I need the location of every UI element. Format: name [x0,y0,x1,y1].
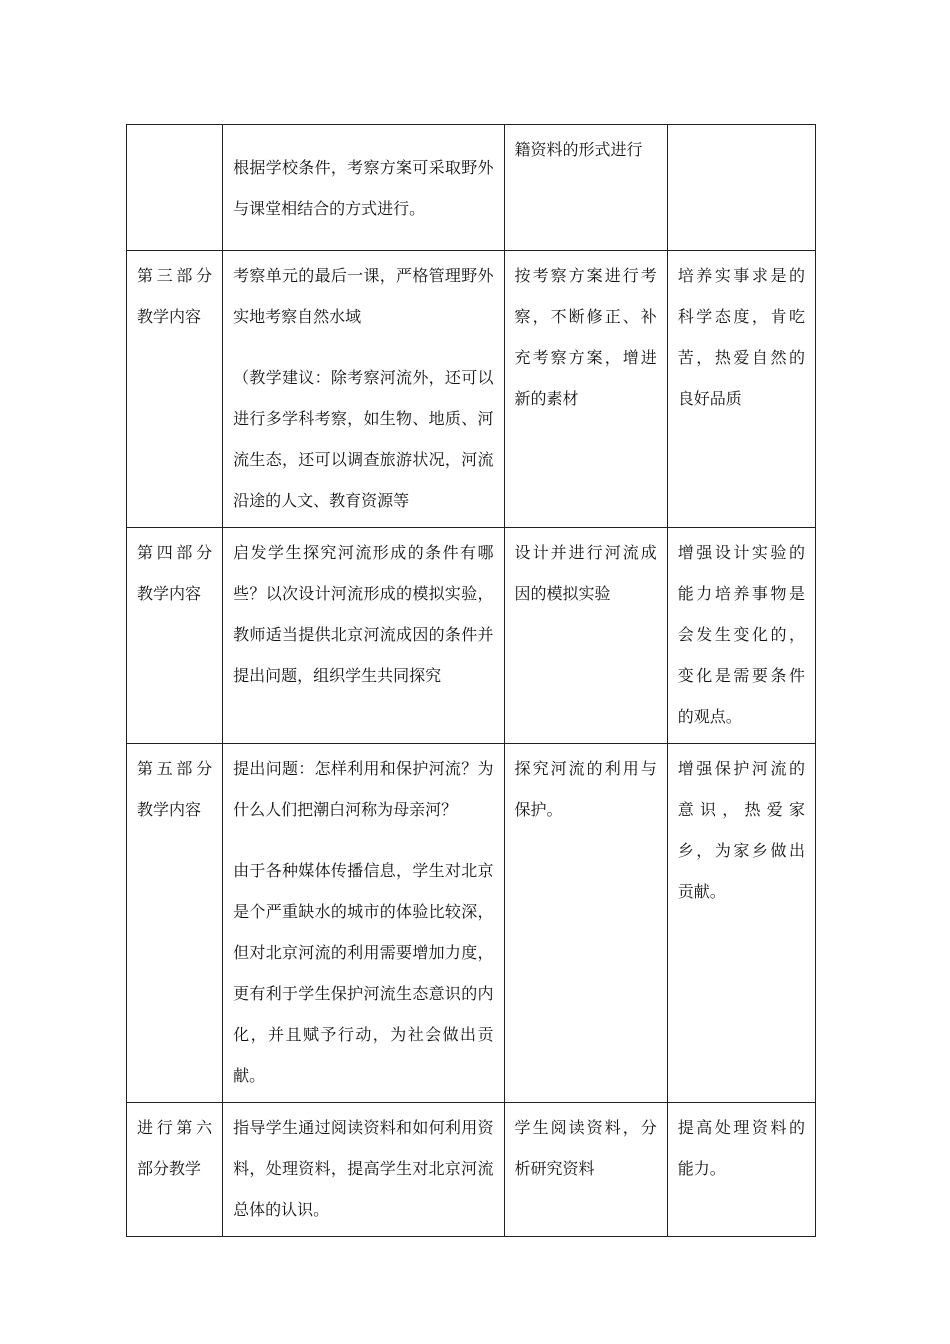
table-row [127,125,816,251]
content-paragraph: 指导学生通过阅读资料和如何利用资料，处理资料，提高学生对北京河流总体的认识。 [233,1118,494,1219]
goal-cell [667,125,815,251]
section-cell [127,125,223,251]
activity-cell: 按考察方案进行考察，不断修正、补充考察方案，增进新的素材 [504,251,667,528]
activity-cell: 学生阅读资料，分析研究资料 [504,1103,667,1237]
goal-cell: 培养实事求是的科学态度，肯吃苦，热爱自然的良好品质 [667,251,815,528]
content-cell [223,1103,504,1237]
content-cell [223,251,504,528]
section-cell: 第三部分教学内容 [127,251,223,528]
content-paragraph: 根据学校条件，考察方案可采取野外与课堂相结合的方式进行。 [233,158,494,218]
table-row [127,1103,816,1237]
lesson-plan-table [126,124,816,1237]
content-cell [223,125,504,251]
content-paragraph: 考察单元的最后一课，严格管理野外实地考察自然水域 [233,266,494,326]
goal-cell: 提高处理资料的能力。 [667,1103,815,1237]
section-cell: 进行第六部分教学 [127,1103,223,1237]
goal-cell: 增强设计实验的能力培养事物是会发生变化的，变化是需要条件的观点。 [667,528,815,744]
content-paragraph: （教学建议：除考察河流外，还可以进行多学科考察，如生物、地质、河流生态，还可以调查旅游状况，河流沿途的人文、教育资源等 [233,368,494,510]
activity-cell: 探究河流的利用与保护。 [504,744,667,1103]
table-row [127,744,816,1103]
content-paragraph: 提出问题：怎样利用和保护河流？为什么人们把潮白河称为母亲河？ [233,759,494,819]
section-cell: 第四部分教学内容 [127,528,223,744]
table-row [127,528,816,744]
content-paragraph: 启发学生探究河流形成的条件有哪些？以次设计河流形成的模拟实验，教师适当提供北京河流成因的条件并提出问题，组织学生共同探究 [233,543,494,685]
section-cell: 第五部分教学内容 [127,744,223,1103]
goal-cell: 增强保护河流的意识，热爱家乡，为家乡做出贡献。 [667,744,815,1103]
table-row [127,251,816,528]
activity-cell: 籍资料的形式进行 [504,125,667,251]
content-cell [223,528,504,744]
activity-cell: 设计并进行河流成因的模拟实验 [504,528,667,744]
content-cell [223,744,504,1103]
content-paragraph: 由于各种媒体传播信息，学生对北京是个严重缺水的城市的体验比较深，但对北京河流的利用需要增加力度，更有利于学生保护河流生态意识的内化，并且赋予行动，为社会做出贡献。 [233,861,494,1085]
